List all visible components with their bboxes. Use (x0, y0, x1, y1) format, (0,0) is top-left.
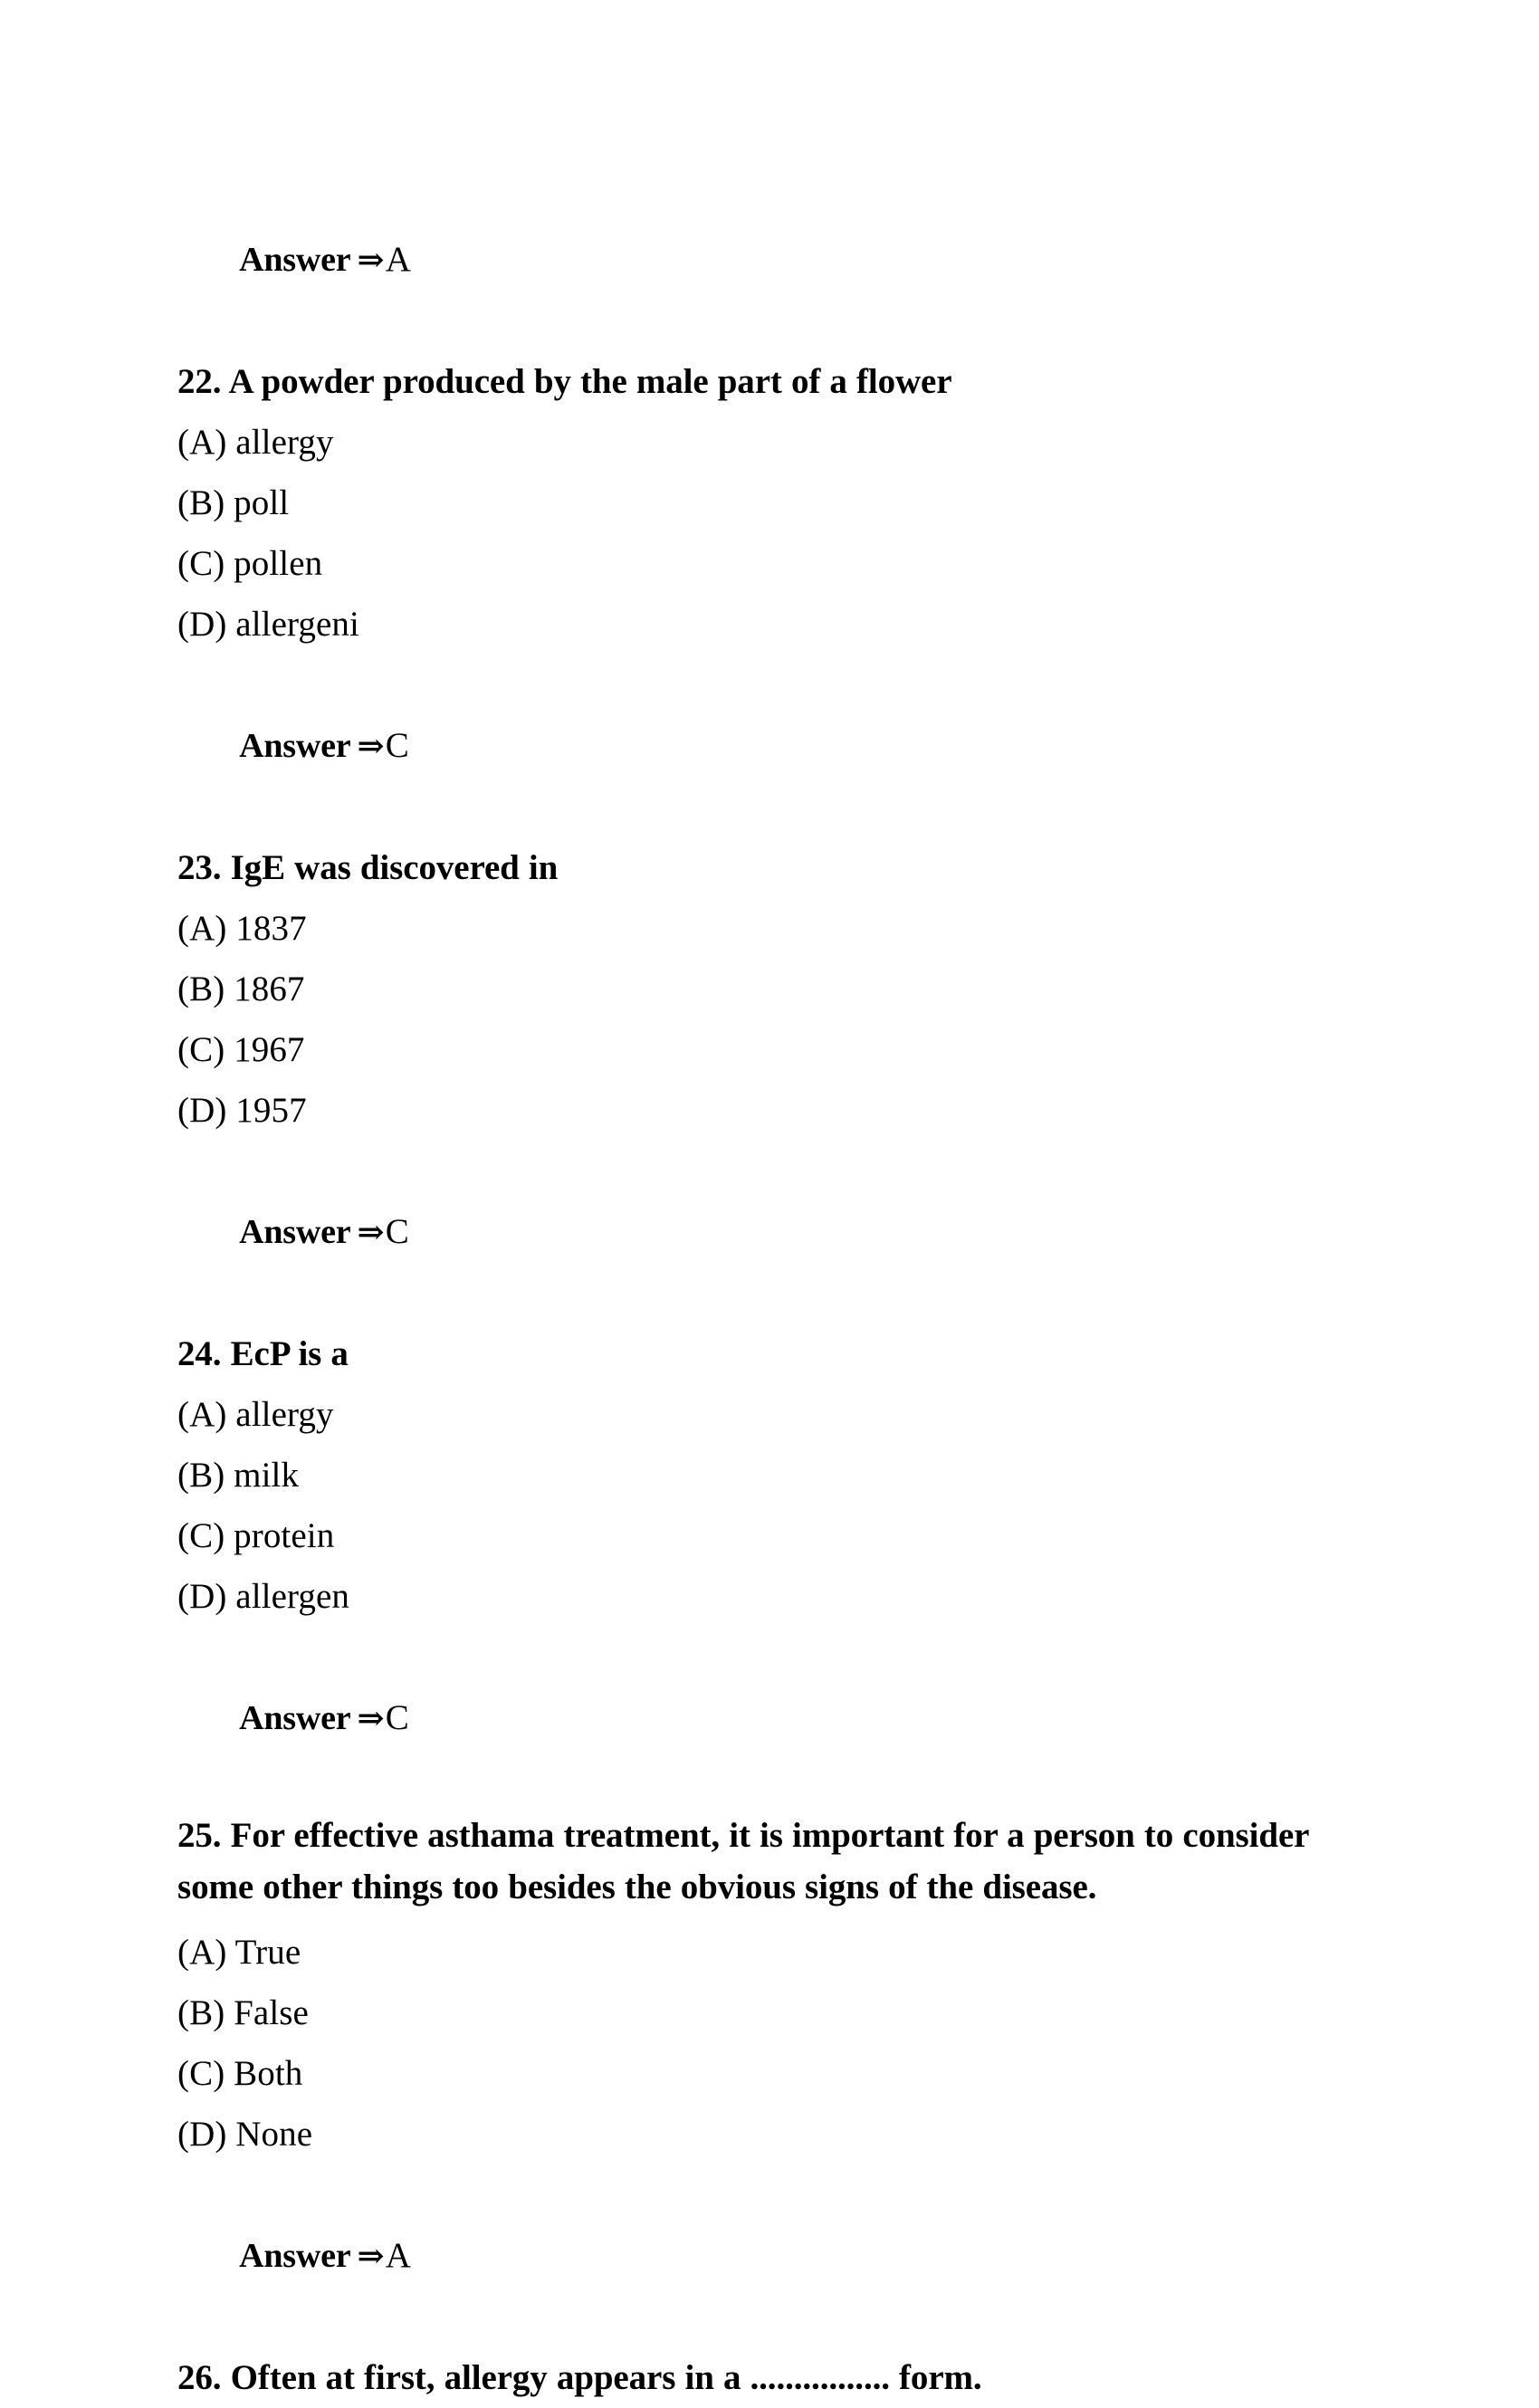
answer-value: A (385, 240, 411, 279)
question-23: 23. IgE was discovered in (177, 848, 559, 887)
question-25-option-a[interactable]: (A) True (177, 1933, 301, 1972)
question-25-option-c[interactable]: (C) Both (177, 2054, 303, 2093)
answer-value: C (385, 1212, 409, 1251)
question-22-option-c[interactable]: (C) pollen (177, 544, 323, 583)
double-right-arrow-icon: ⇒ (357, 1700, 385, 1736)
answer-line (177, 655, 1318, 837)
question-24-option-c[interactable]: (C) protein (177, 1516, 335, 1555)
double-right-arrow-icon: ⇒ (357, 1214, 385, 1250)
answer-line (177, 1141, 1318, 1323)
answer-value: C (385, 1698, 409, 1737)
answer-label: Answer (239, 241, 351, 279)
answer-value: A (385, 2236, 411, 2275)
question-23-option-a[interactable]: (A) 1837 (177, 909, 307, 948)
answer-label: Answer (239, 1213, 351, 1251)
question-22-option-d[interactable]: (D) allergeni (177, 605, 359, 644)
question-23-option-c[interactable]: (C) 1967 (177, 1030, 305, 1069)
question-26: 26. Often at first, allergy appears in a ................ form. (177, 2358, 982, 2397)
question-22-option-b[interactable]: (B) poll (177, 483, 290, 522)
answer-line (177, 168, 1318, 351)
double-right-arrow-icon: ⇒ (357, 728, 385, 764)
question-24-option-b[interactable]: (B) milk (177, 1456, 300, 1495)
question-25-option-b[interactable]: (B) False (177, 1993, 309, 2032)
question-23-option-d[interactable]: (D) 1957 (177, 1091, 307, 1130)
answer-label: Answer (239, 727, 351, 765)
question-24-option-d[interactable]: (D) allergen (177, 1577, 349, 1616)
answer-line (177, 2164, 1318, 2347)
question-24-option-a[interactable]: (A) allergy (177, 1395, 334, 1434)
question-23-option-b[interactable]: (B) 1867 (177, 970, 305, 1008)
answer-value: C (385, 726, 409, 765)
question-25-option-d[interactable]: (D) None (177, 2115, 313, 2154)
answer-line (177, 1627, 1318, 1810)
question-22-option-a[interactable]: (A) allergy (177, 423, 334, 462)
question-22: 22. A powder produced by the male part of a flower (177, 362, 952, 401)
answer-label: Answer (239, 2237, 351, 2275)
question-25: 25. For effective asthama treatment, it is important for a person to consider some other things too besides the obvious signs of the disease. (177, 1816, 1318, 1906)
double-right-arrow-icon: ⇒ (357, 2238, 385, 2274)
question-list (177, 168, 1318, 2408)
double-right-arrow-icon: ⇒ (357, 242, 385, 278)
answer-label: Answer (239, 1699, 351, 1737)
question-24: 24. EcP is a (177, 1334, 349, 1373)
